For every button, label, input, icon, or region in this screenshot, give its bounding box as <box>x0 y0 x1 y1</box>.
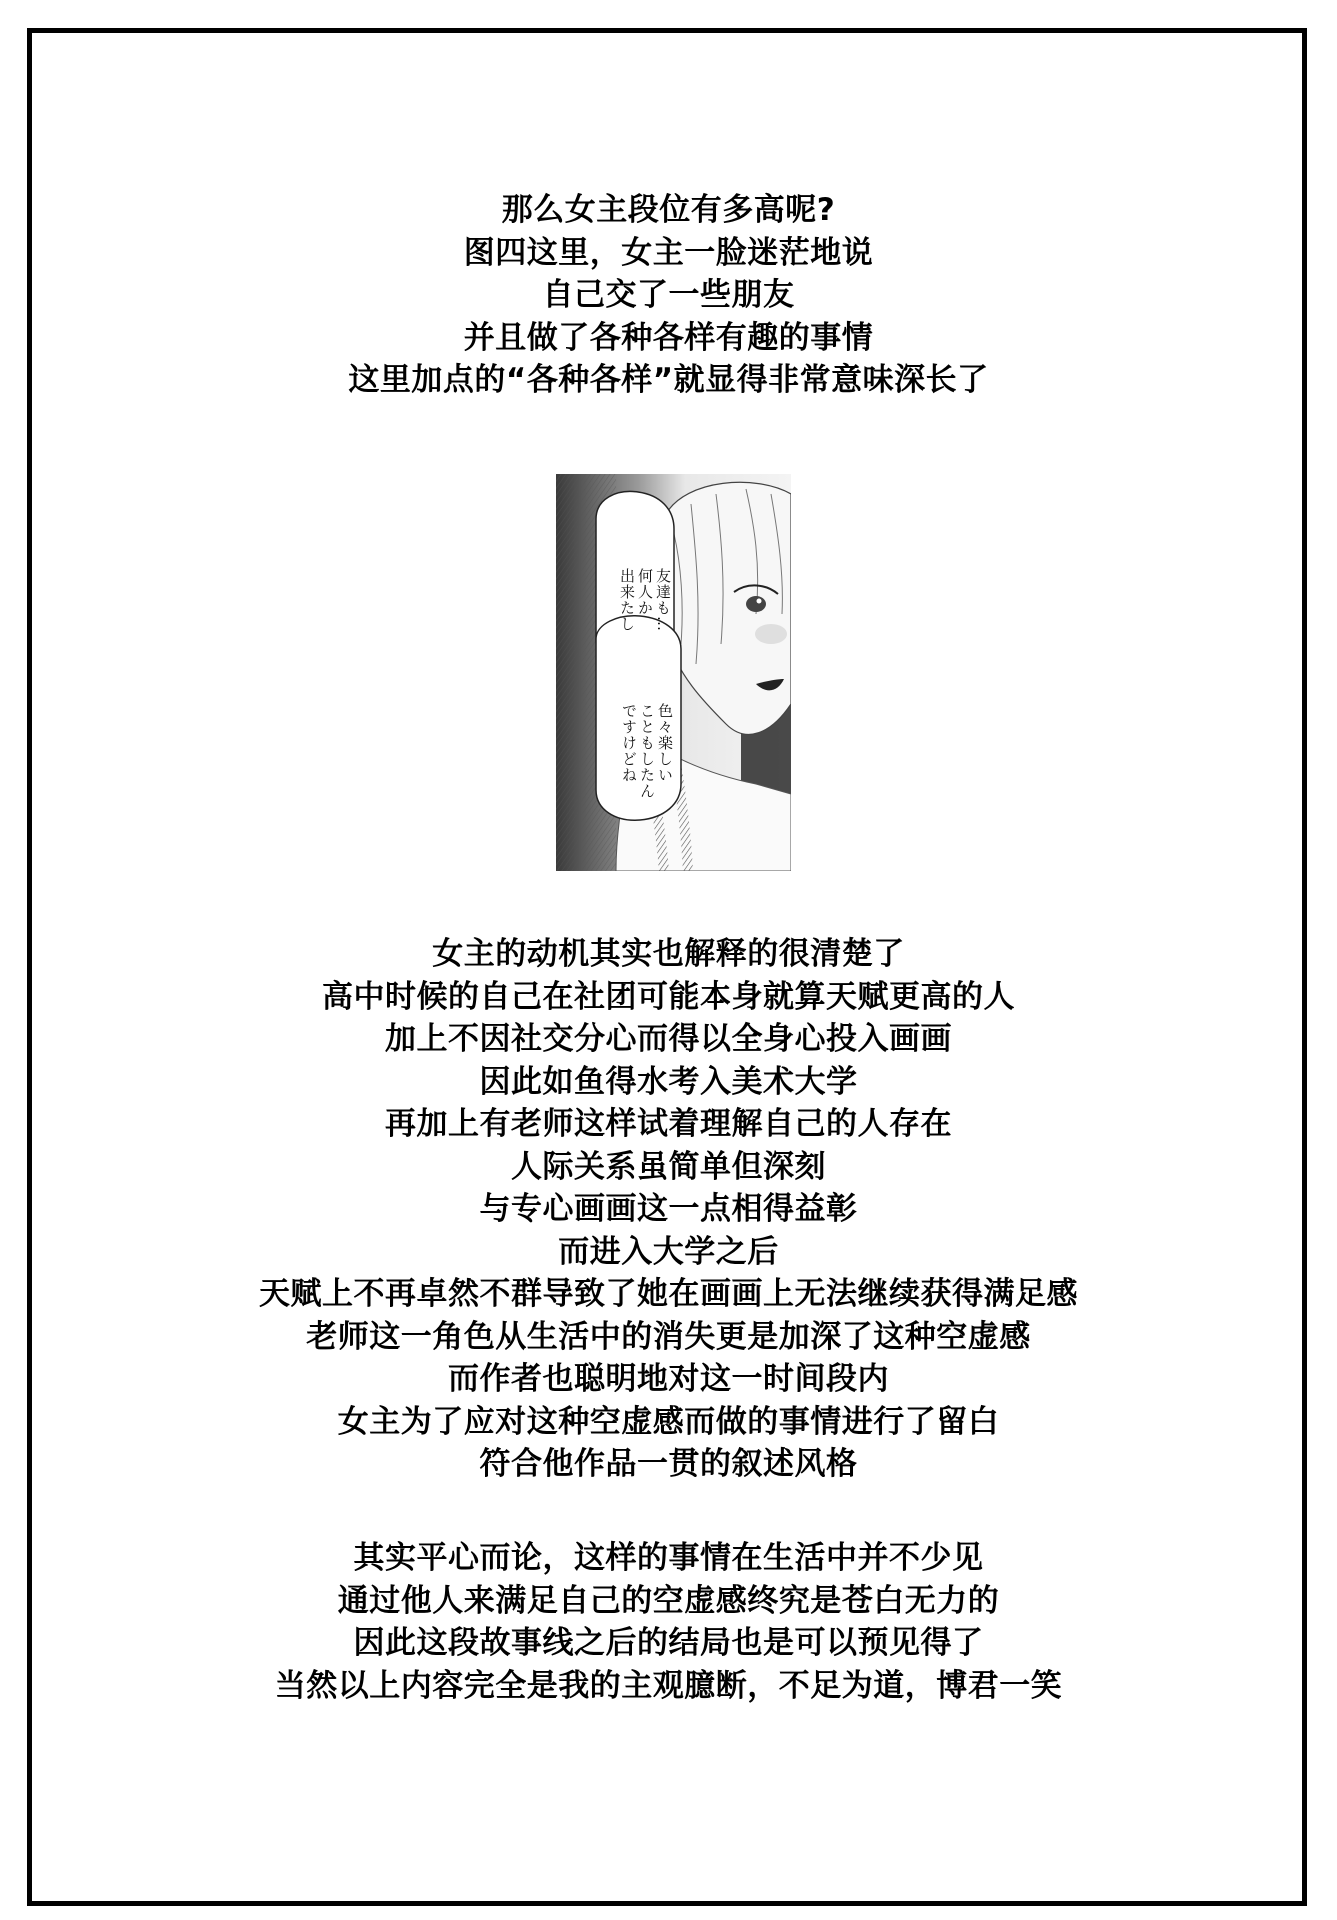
text-line: 因此如鱼得水考入美术大学 <box>479 1063 858 1100</box>
text-line: 高中时候的自己在社团可能本身就算天赋更高的人 <box>322 978 1015 1015</box>
text-line: 通过他人来满足自己的空虚感终究是苍白无力的 <box>337 1582 1000 1619</box>
text-line: 再加上有老师这样试着理解自己的人存在 <box>385 1106 952 1142</box>
text-line: 人际关系虽简单但深刻 <box>511 1148 826 1185</box>
text-line: 这里加点的“各种各样”就显得非常意味深长了 <box>348 362 989 398</box>
text-line: 那么女主段位有多高呢? <box>501 192 836 228</box>
text-line: 天赋上不再卓然不群导致了她在画画上无法继续获得满足感 <box>259 1276 1078 1312</box>
bubble-line: 何人か <box>636 568 654 616</box>
bubble-line: 色々楽しい <box>656 703 674 783</box>
manga-panel-image <box>556 474 791 871</box>
bubble-line: ですけどね <box>620 703 638 783</box>
speech-bubble-2 <box>620 703 674 799</box>
bubble-line: 出来たし <box>618 568 636 632</box>
text-line: 老师这一角色从生活中的消失更是加深了这种空虚感 <box>306 1318 1031 1355</box>
intro-text-block <box>0 189 1337 402</box>
bubble-line: こともしたん <box>638 703 656 799</box>
bubble-line: 友達も… <box>654 568 672 632</box>
text-line: 当然以上内容完全是我的主观臆断，不足为道，博君一笑 <box>274 1667 1063 1704</box>
text-line: 与专心画画这一点相得益彰 <box>479 1191 858 1227</box>
analysis-text-block <box>0 933 1337 1486</box>
text-line: 女主为了应对这种空虚感而做的事情进行了留白 <box>337 1403 1000 1440</box>
conclusion-text-block <box>0 1537 1337 1707</box>
speech-bubble-1 <box>618 568 672 632</box>
text-line: 符合他作品一贯的叙述风格 <box>479 1446 858 1482</box>
text-line: 而进入大学之后 <box>558 1233 779 1270</box>
text-line: 因此这段故事线之后的结局也是可以预见得了 <box>353 1625 984 1661</box>
text-line: 并且做了各种各样有趣的事情 <box>463 319 874 356</box>
text-line: 图四这里，女主一脸迷茫地说 <box>463 234 874 271</box>
text-line: 其实平心而论，这样的事情在生活中并不少见 <box>353 1540 984 1576</box>
text-line: 加上不因社交分心而得以全身心投入画画 <box>385 1021 952 1057</box>
text-line: 自己交了一些朋友 <box>542 277 795 313</box>
text-line: 而作者也聪明地对这一时间段内 <box>448 1361 889 1397</box>
text-line: 女主的动机其实也解释的很清楚了 <box>432 936 905 972</box>
